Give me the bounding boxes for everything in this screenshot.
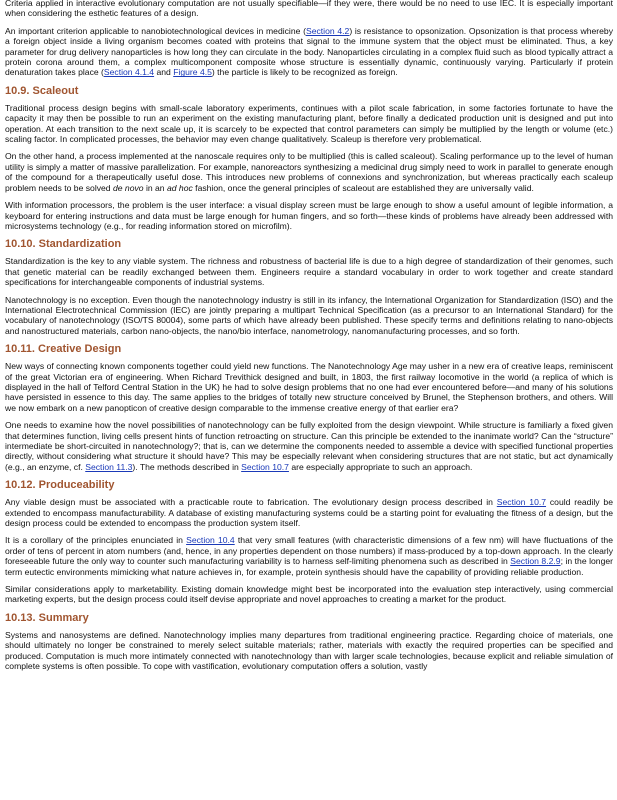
- paragraph-creative-leaps: New ways of connecting known components together could yield new functions. The Nanotechnology Age may usher in a new era of creative leaps, reminiscent of the great Victorian era of engineering. When Richard Trevithick designed and built, in 1803, the first railway locomotive in the world (a replica of which is displayed in the hall of Telford Central Station in the UK) he had to solve design problems that no one had ever encountered before—and many of his solutions have persisted in essence to this day. The same applies to the bridges of totally new structure conceived by Brunel, the Stephenson brothers, and others. Will we now embark on a new panopticon of creative design comparable to the immense creative energy of that earlier era?: [5, 361, 613, 413]
- paragraph-design-viewpoint: [5, 420, 613, 472]
- text-run: ). The methods described in: [132, 461, 242, 472]
- text-run: fashion, once the general principles of scaleout are established they are universally valid.: [192, 182, 534, 193]
- paragraph-fluctuations: [5, 535, 613, 577]
- cross-reference-link[interactable]: Figure 4.5: [173, 67, 212, 78]
- cross-reference-link[interactable]: Section 4.2: [305, 25, 350, 36]
- cross-reference-link[interactable]: Section 8.2.9: [510, 556, 561, 567]
- section-heading-summary: 10.13. Summary: [5, 611, 89, 624]
- text-run: in an: [143, 182, 167, 193]
- text-run: One needs to examine how the novel possibilities of nanotechnology can be fully exploited from the design viewpoint. While structure is familiarly a fixed given that determines function, living cells present hints of function retroacting on structure. Can this principle be extended to the inanimate world? Can the “structure” intermediate be short-circuited in nanotechnology?; that is, can we determine the components needed to assemble a device with specified functional properties directly, without considering what structure it should have? This may be especially relevant when considering structures that are not static, but act dynamically (e.g., an enzyme, cf.: [5, 420, 613, 472]
- cross-reference-link[interactable]: Section 10.7: [241, 461, 289, 472]
- italic-text: de novo: [112, 182, 144, 193]
- text-run: Any viable design must be associated with a practicable route to fabrication. The evolutionary design process described in: [5, 497, 497, 508]
- paragraph-iso-standards: Nanotechnology is no exception. Even though the nanotechnology industry is still in its infancy, the International Organization for Standardization (ISO) and the International Electrotechnical Commission (IEC) are jointly preparing a multipart Technical Specification (as a precursor to an International Standard) for the vocabulary of nanotechnology (ISO/TS 80004), some parts of which have already been published. These specify terms and definitions relating to nano-objects and nanostructured materials, carbon nano-objects, the nano/bio interface, nanometrology, nanomanufacturing processes, and so forth.: [5, 294, 613, 336]
- section-heading-standardization: 10.10. Standardization: [5, 238, 122, 251]
- paragraph-user-interface: With information processors, the problem is the user interface: a visual display screen must be large enough to show a useful amount of legible information, a keyboard for entering instructions and data must be large enough for human fingers, and so forth—these kinds of problems have already been addressed with microsystems technology (e.g., for reading information stored on microfilm).: [5, 200, 613, 231]
- paragraph-iec-criteria: Criteria applied in interactive evolutionary computation are not usually specifiable—if they were, there would be no need to use IEC. It is especially important when considering the esthetic features of a design.: [5, 0, 613, 19]
- cross-reference-link[interactable]: Section 10.4: [186, 535, 235, 546]
- paragraph-scaleout: [5, 151, 613, 193]
- text-run: ; in the longer term eutectic environments mimicking what nature achieves in, for example, protein synthesis should have the capability of providing reliable production.: [5, 556, 613, 577]
- text-run: ) is resistance to opsonization. Opsonization is that process whereby a foreign object inside a living organism becomes coated with proteins that signal to the immune system that the object must be eliminated. Thus, a key parameter for drug delivery nanoparticles is how long they can circulate in the body. Nanoparticles circulating in a complex fluid such as blood typically attract a protein corona around them, a complex multicomponent composite whose structure is essentially dynamic, continuously varying. Particularly if protein denaturation takes place (: [5, 25, 614, 78]
- paragraph-standardization: Standardization is the key to any viable system. The richness and robustness of bacterial life is due to a high degree of standardization of their genomes, such that genetic material can be readily exchanged between them. Engineers require a standard vocabulary in order to work together and create standard specifications for interchangeable components of industrial systems.: [5, 256, 613, 288]
- section-heading-scaleout: 10.9. Scaleout: [5, 84, 79, 97]
- text-run: An important criterion applicable to nanobiotechnological devices in medicine (: [5, 25, 306, 36]
- text-run: and: [154, 67, 174, 78]
- section-heading-creative-design: 10.11. Creative Design: [5, 343, 122, 356]
- text-run: ) the particle is likely to be recognized as foreign.: [211, 67, 398, 78]
- paragraph-summary: Systems and nanosystems are defined. Nanotechnology implies many departures from traditional engineering practice. Regarding choice of materials, one should ultimately no longer be constrained to merely select suitable materials; rather, materials with exactly the required properties can be specified and produced. Computation is much more intimately connected with nanotechnology than with larger scale technologies, because explicit and reliable simulation of complete systems is often possible. To cope with vastification, evolutionary computation offers a solution, vastly: [5, 629, 613, 672]
- text-run: It is a corollary of the principles enunciated in: [5, 535, 187, 546]
- cross-reference-link[interactable]: Section 10.7: [496, 497, 547, 508]
- paragraph-marketability: Similar considerations apply to marketability. Existing domain knowledge might best be incorporated into the evaluation step interactively, using commercial marketing experts, but the design process could itself devise appropriate and novel approaches to creating a market for the product.: [5, 584, 613, 605]
- paragraph-scaleup: Traditional process design begins with small-scale laboratory experiments, continues with a pilot scale fabrication, in some factories fortunate to have the capacity it may then be possible to run an experiment on the existing manufacturing plant, before finally a dedicated production unit is designed and put into operation. At each transition to the next scale up, it is scarcely to be expected that control parameters can simply be multiplied by the length or volume (etc.) scaling factor. In complicated processes, the behavior may even change qualitatively. Scaleup is therefore very problematical.: [5, 102, 613, 145]
- italic-text: ad hoc: [166, 182, 193, 193]
- text-run: that very small features (with characteristic dimensions of a few nm) will have fluctuations of the order of tens of percent in atom numbers (and, hence, in any properties dependent on those numbers) if mass-produced by a top-down approach. In the clearly foreseeable future the only way to counter such manufacturing variability is to harness self-limiting phenomena such as described in: [5, 535, 613, 567]
- text-run: could readily be extended to encompass manufacturability. A database of existing manufacturing systems could be a starting point for evaluating the fitness of a design, but the design process could be extended to encompass the production system itself.: [5, 497, 613, 529]
- section-heading-produceability: 10.12. Produceability: [5, 479, 115, 492]
- cross-reference-link[interactable]: Section 4.1.4: [103, 67, 155, 78]
- text-run: On the other hand, a process implemented at the nanoscale requires only to be multiplied (this is called scaleout). Scaling performance up to the level of human utility is simply a matter of massive parallelization. For example, nanoreactors synthesizing a medicinal drug simply need to work in parallel to generate enough of the compound for a therapeutically useful dose. This introduces new problems of connexions and synchronization, but whereas practically each scaleup problem needs to be solved: [5, 151, 613, 193]
- cross-reference-link[interactable]: Section 11.3: [85, 461, 133, 472]
- text-run: are especially appropriate to such an approach.: [288, 461, 473, 472]
- paragraph-fabrication: [5, 497, 613, 528]
- paragraph-opsonization: [5, 26, 613, 78]
